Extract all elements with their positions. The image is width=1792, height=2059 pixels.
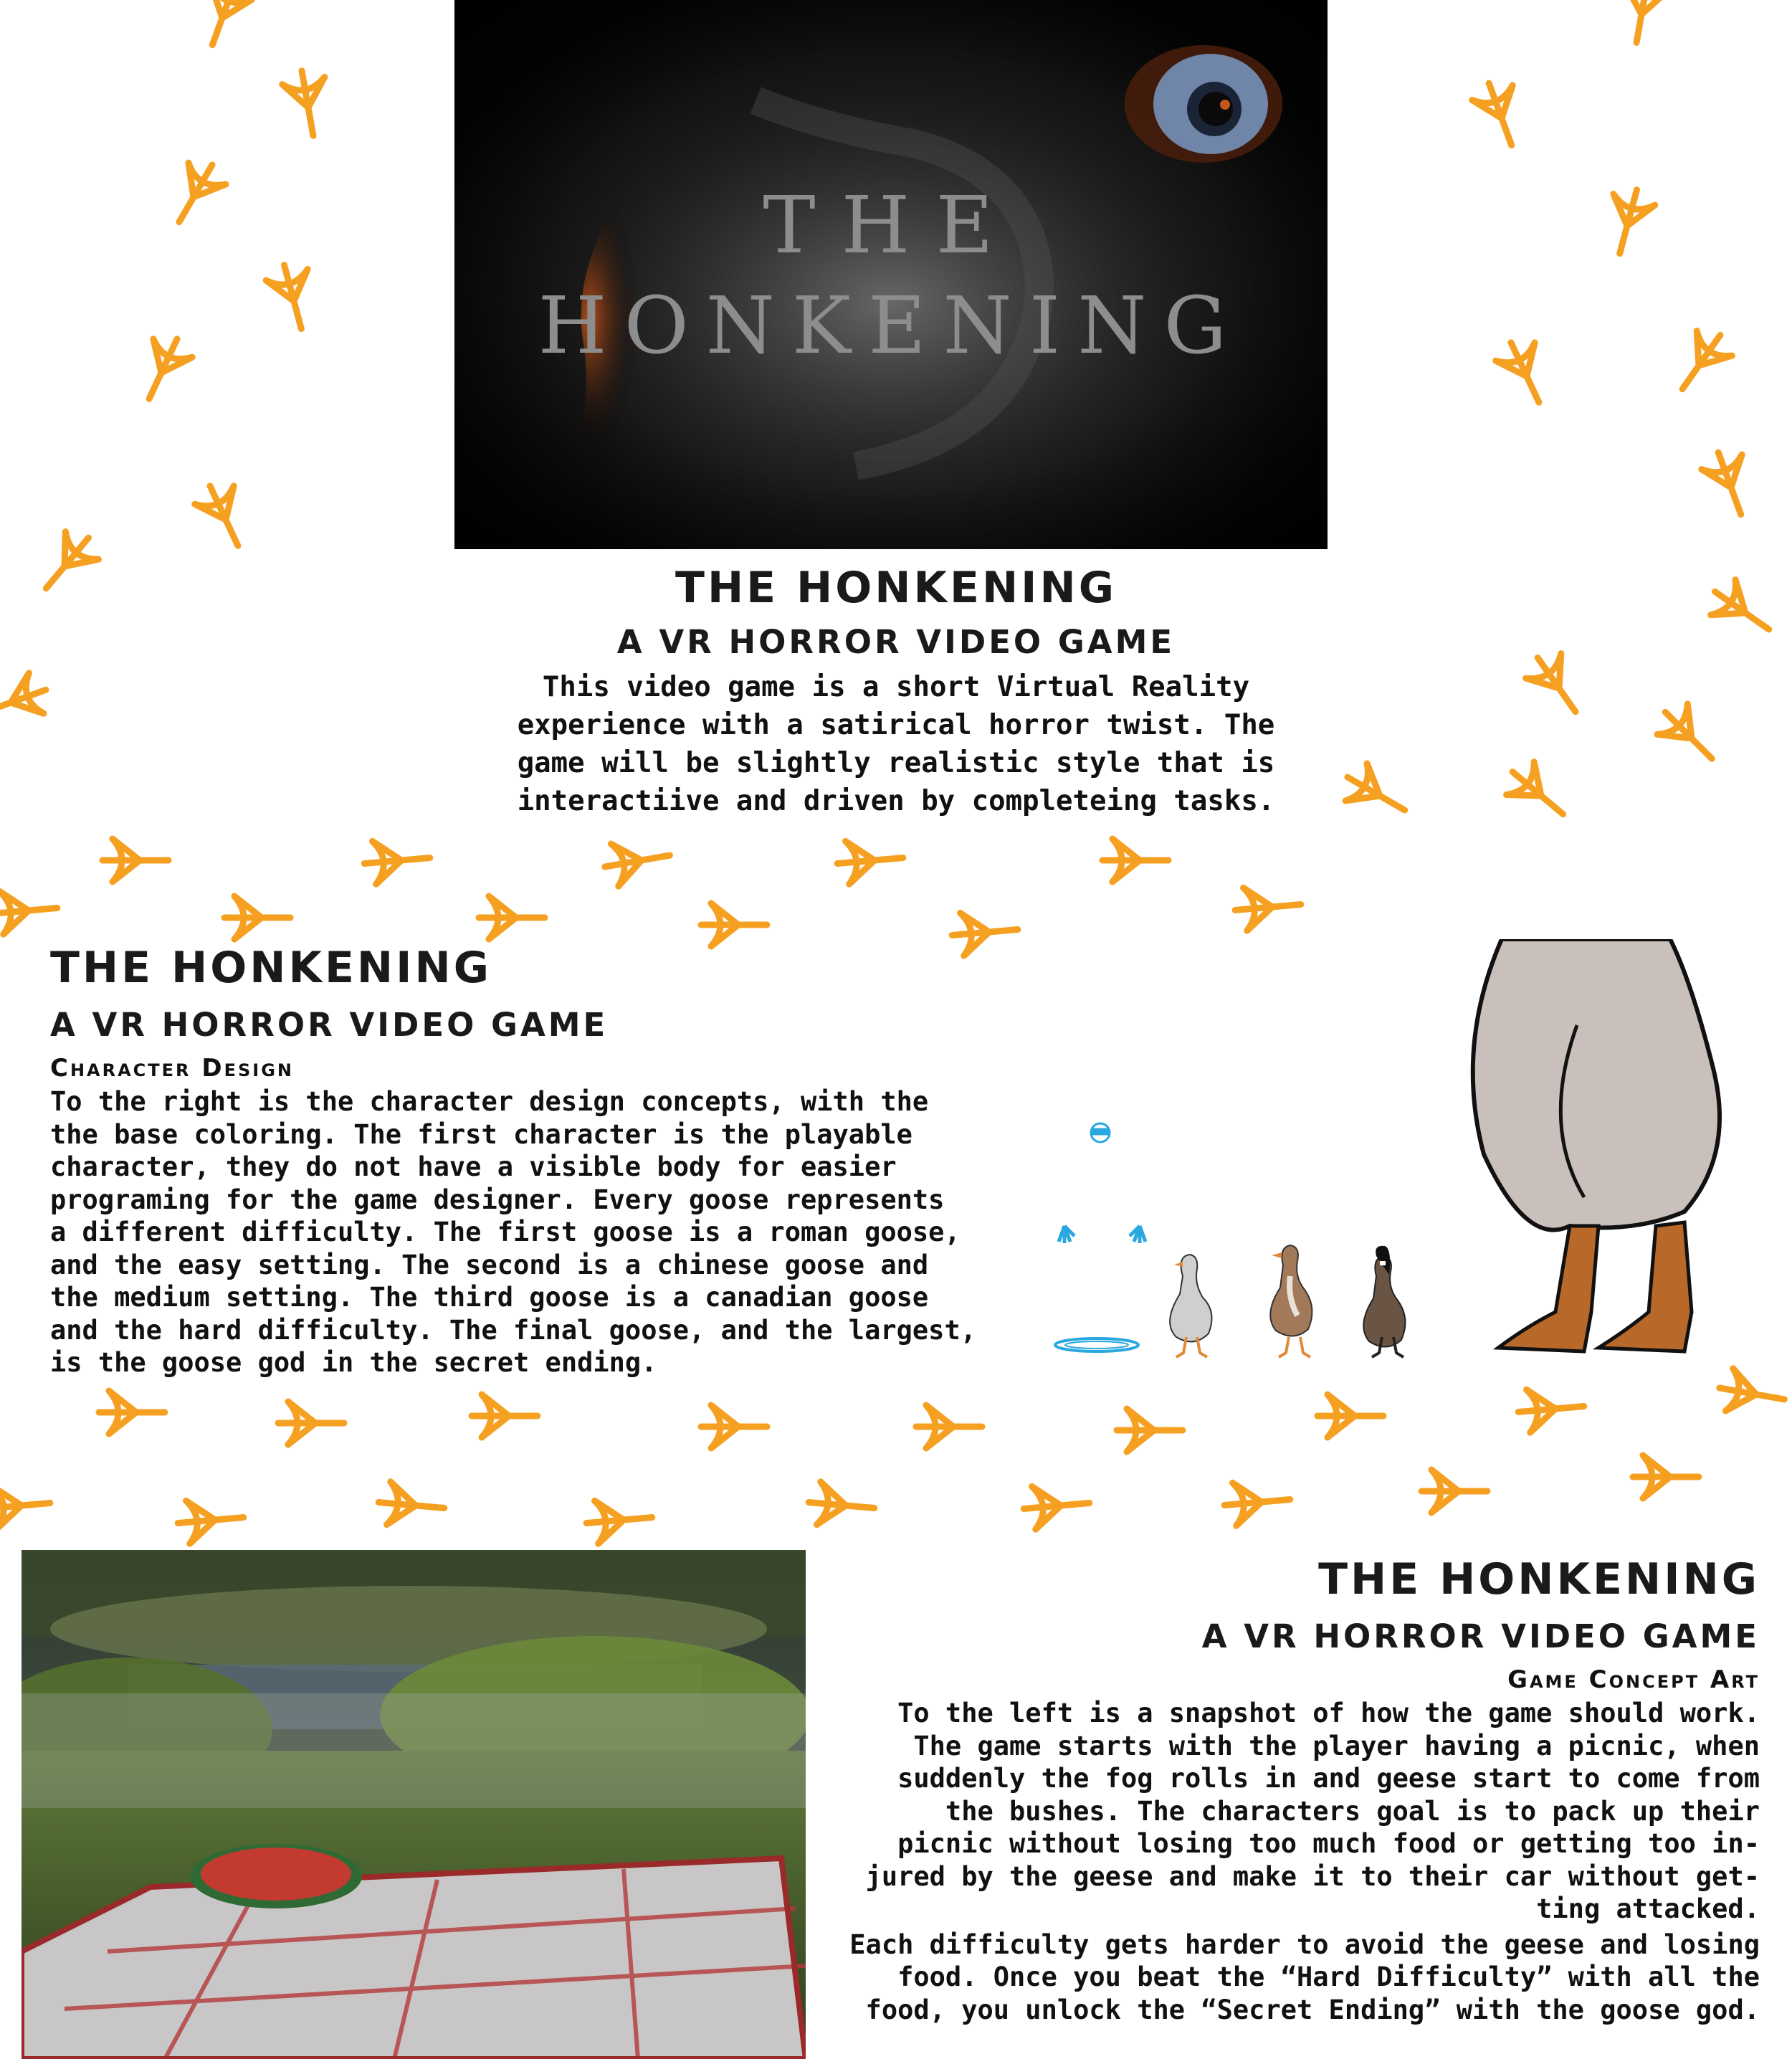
poster-title-line2: HONKENING (538, 280, 1244, 371)
character-design-body: To the right is the character design concepts, with the the base coloring. The first character is the playable character, they do not have a visible body for easier programing for the game designer. Every goose represents a different difficulty. The first goose is a roman goose, and the easy setting. The second is a chinese goose and the medium setting. The third goose is a canadian goose and the hard difficulty. The final goose, and the largest, is the goose god in the secret ending. (50, 1086, 977, 1378)
character-design-subtitle: A VR HORROR VIDEO GAME (50, 1006, 609, 1044)
picnic-concept-painting (22, 1550, 806, 2059)
chinese-goose-icon (1270, 1245, 1312, 1357)
intro-body: This video game is a short Virtual Reality experience with a satirical horror twist. The game will be slightly realistic style that is interactiive and driven by completeing tasks. (517, 671, 1275, 817)
roman-goose-icon (1170, 1255, 1211, 1357)
intro-subtitle: A VR HORROR VIDEO GAME (616, 623, 1176, 661)
character-design-section (50, 943, 982, 1379)
goose-eye-icon (1125, 45, 1282, 163)
concept-art-title: THE HONKENING (1318, 1554, 1760, 1604)
concept-art-body: To the left is a snapshot of how the game should work. The game starts with the player having a picnic, when suddenly the fog rolls in and geese start to come from the bushes. The characters goal is to pack up their picnic without losing too much food or getting too in- jured by the geese and make it to their car without get- ting attacked. (865, 1698, 1760, 1924)
concept-art-heading: Game Concept Art (1507, 1665, 1760, 1694)
concept-art-body-2: Each difficulty gets harder to avoid the geese and losing food. Once you beat the “Hard Difficulty” with all the food, you unlock the “Secret Ending” with the goose god. (849, 1929, 1760, 2025)
intro-section (430, 563, 1362, 820)
poster-art (454, 0, 1328, 549)
watermelon-slice-icon (190, 1844, 362, 1908)
vr-player-icon (1055, 1123, 1145, 1351)
concept-art-subtitle: A VR HORROR VIDEO GAME (1201, 1617, 1760, 1655)
intro-title: THE HONKENING (675, 563, 1117, 613)
title-poster (454, 0, 1328, 549)
goose-god-icon (1473, 939, 1720, 1351)
concept-art-section (824, 1554, 1760, 2026)
character-lineup-illustration (1025, 939, 1792, 1369)
character-design-title: THE HONKENING (50, 943, 492, 993)
character-design-heading: Character Design (50, 1054, 294, 1083)
poster-title-line1: THE (763, 179, 1019, 271)
canadian-goose-icon (1363, 1246, 1405, 1357)
